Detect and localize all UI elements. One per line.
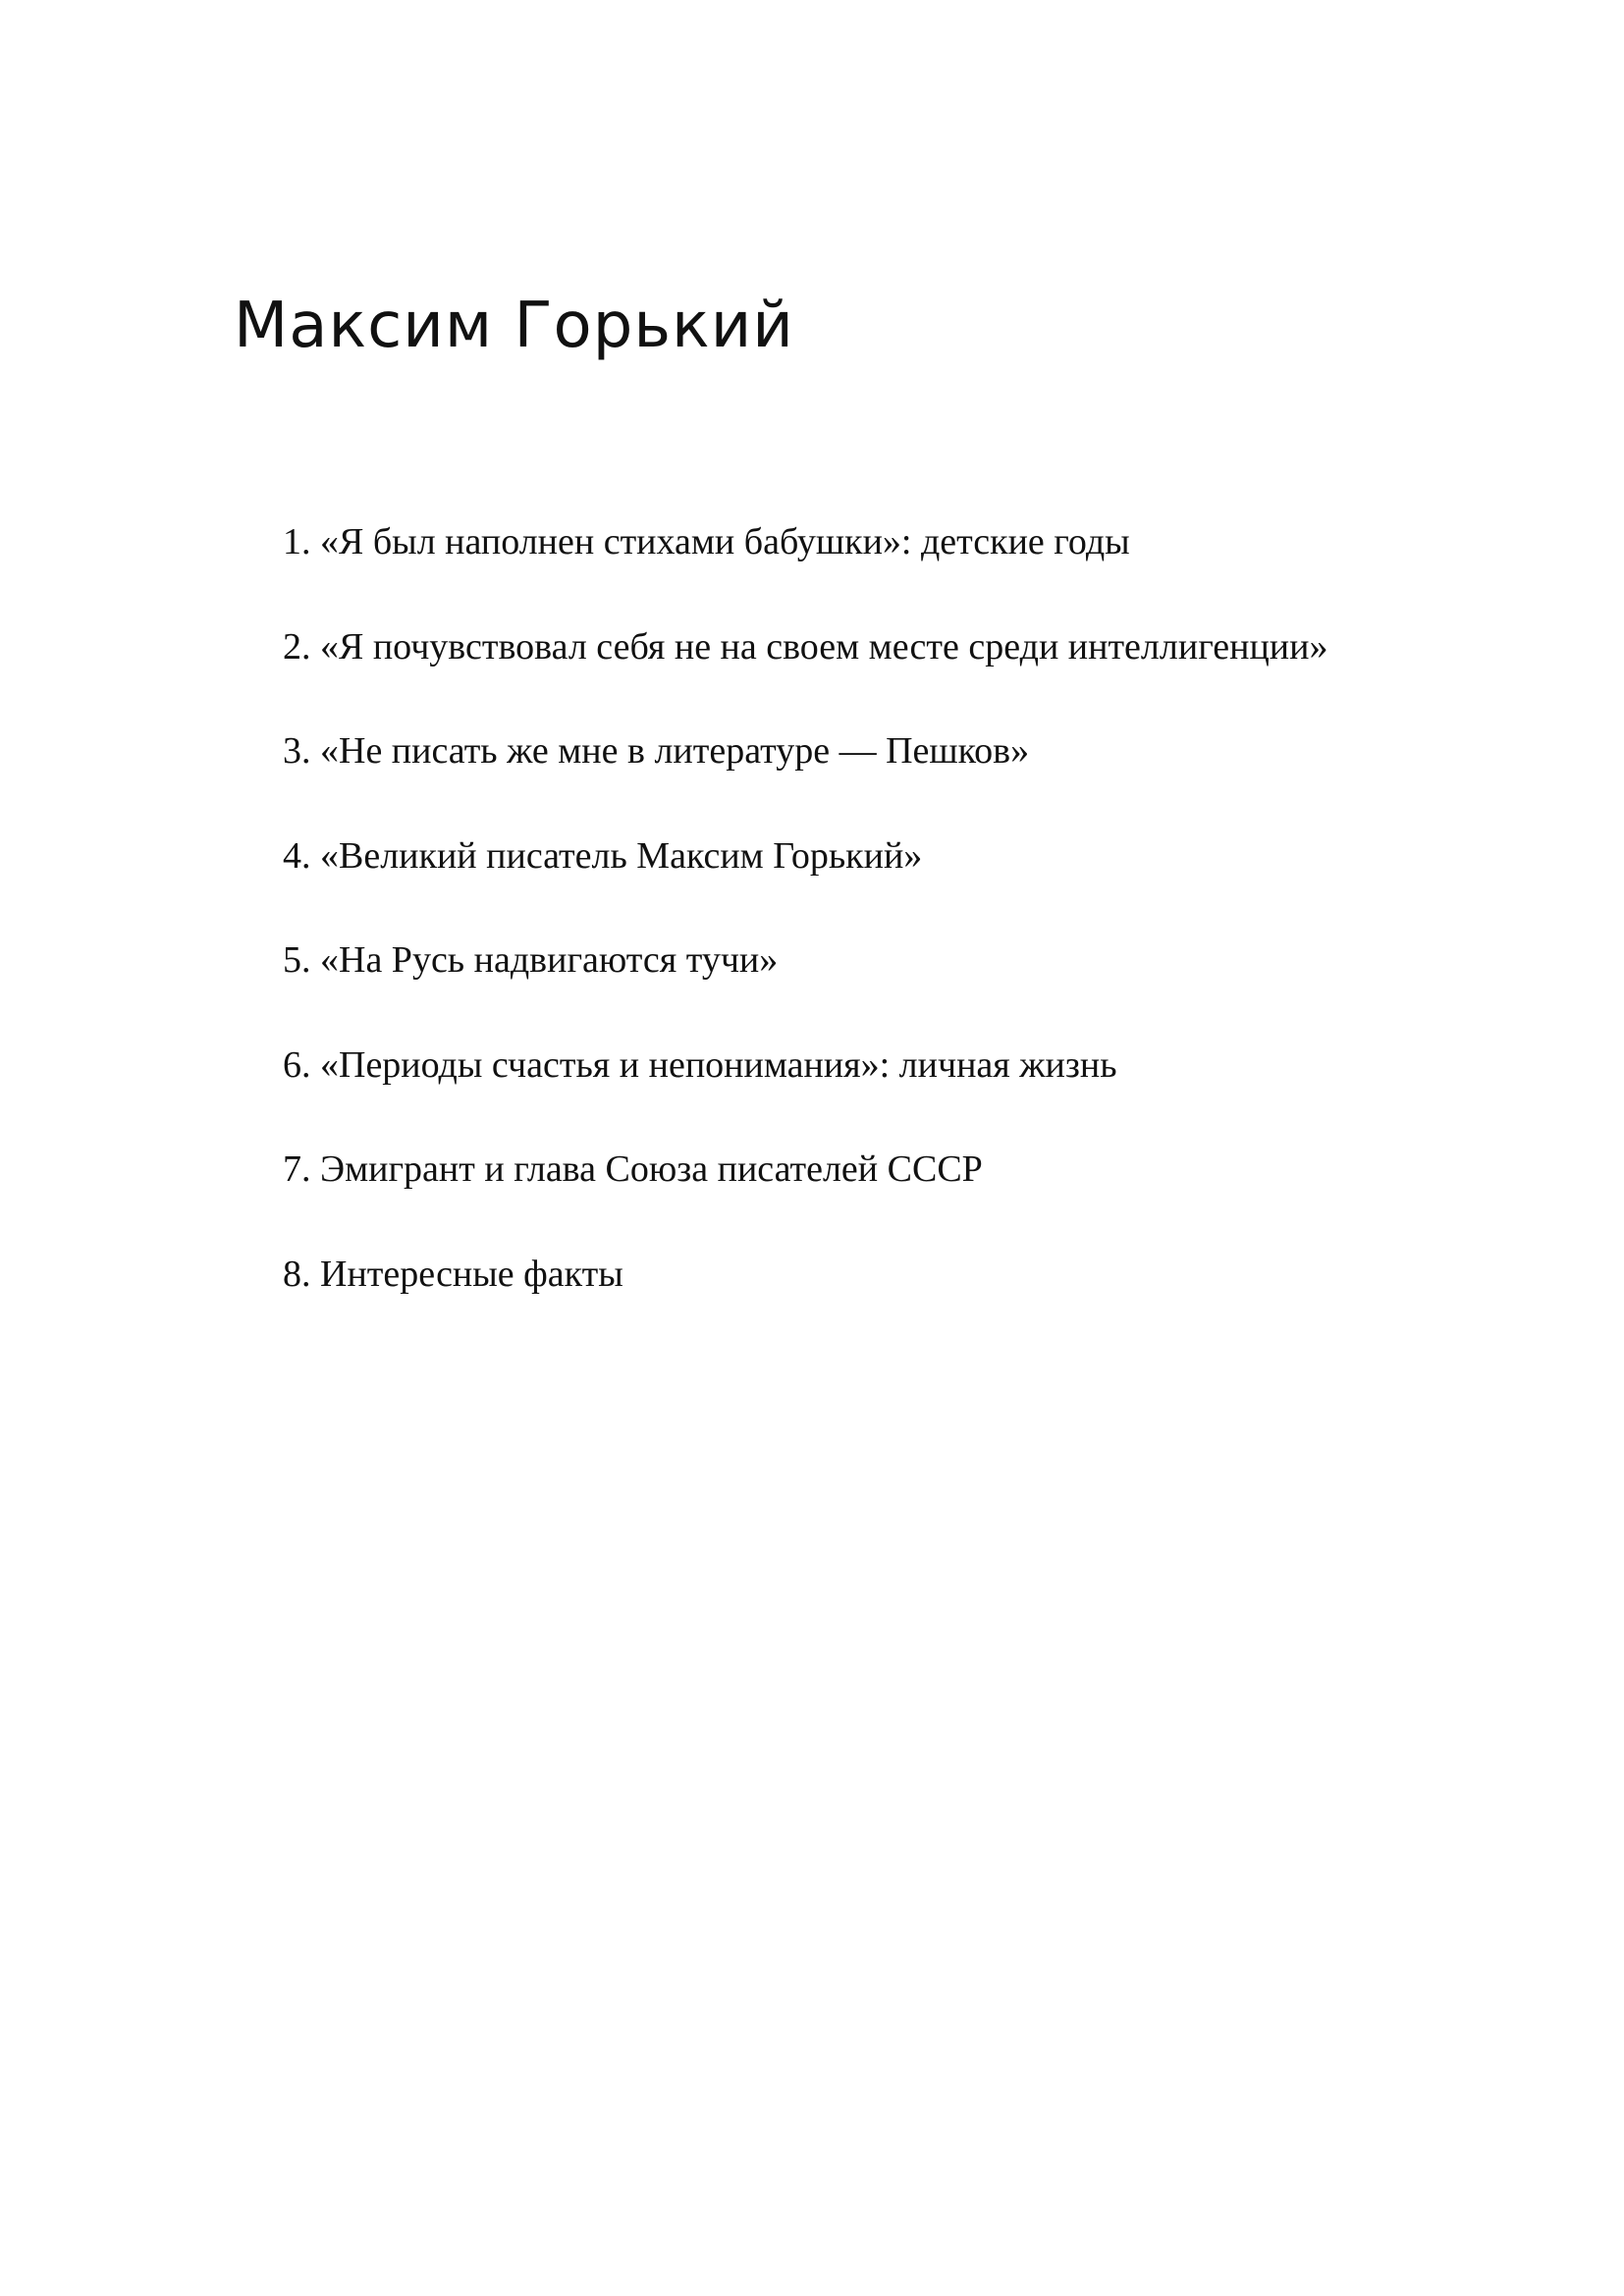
toc-item-number: 7. bbox=[283, 1148, 311, 1190]
toc-item-text: Эмигрант и глава Союза писателей СССР bbox=[320, 1148, 983, 1190]
toc-item-3 bbox=[283, 720, 1327, 825]
toc-item-5 bbox=[283, 929, 1327, 1034]
toc-item-number: 3. bbox=[283, 730, 311, 772]
toc-item-text: «Периоды счастья и непонимания»: личная жизнь bbox=[320, 1043, 1117, 1086]
toc-item-number: 2. bbox=[283, 625, 311, 667]
toc-item-6 bbox=[283, 1034, 1327, 1139]
toc-item-number: 4. bbox=[283, 834, 311, 877]
toc-item-2 bbox=[283, 615, 1327, 721]
toc-item-number: 8. bbox=[283, 1253, 311, 1295]
toc-item-number: 6. bbox=[283, 1043, 311, 1086]
toc-item-text: «На Русь надвигаются тучи» bbox=[320, 939, 779, 981]
table-of-contents bbox=[283, 510, 1327, 1347]
toc-item-number: 1. bbox=[283, 521, 311, 562]
page-title: Максим Горький bbox=[234, 290, 794, 362]
toc-item-text: Интересные факты bbox=[320, 1253, 623, 1295]
toc-item-number: 5. bbox=[283, 939, 311, 981]
toc-item-text: «Я был наполнен стихами бабушки»: детские годы bbox=[320, 521, 1130, 562]
toc-item-1 bbox=[283, 510, 1327, 615]
toc-item-text: «Не писать же мне в литературе — Пешков» bbox=[320, 730, 1030, 772]
toc-item-text: «Великий писатель Максим Горький» bbox=[320, 834, 923, 877]
toc-item-7 bbox=[283, 1138, 1327, 1243]
toc-item-text: «Я почувствовал себя не на своем месте среди интеллигенции» bbox=[320, 625, 1328, 667]
toc-item-8 bbox=[283, 1243, 1327, 1348]
toc-item-4 bbox=[283, 825, 1327, 930]
